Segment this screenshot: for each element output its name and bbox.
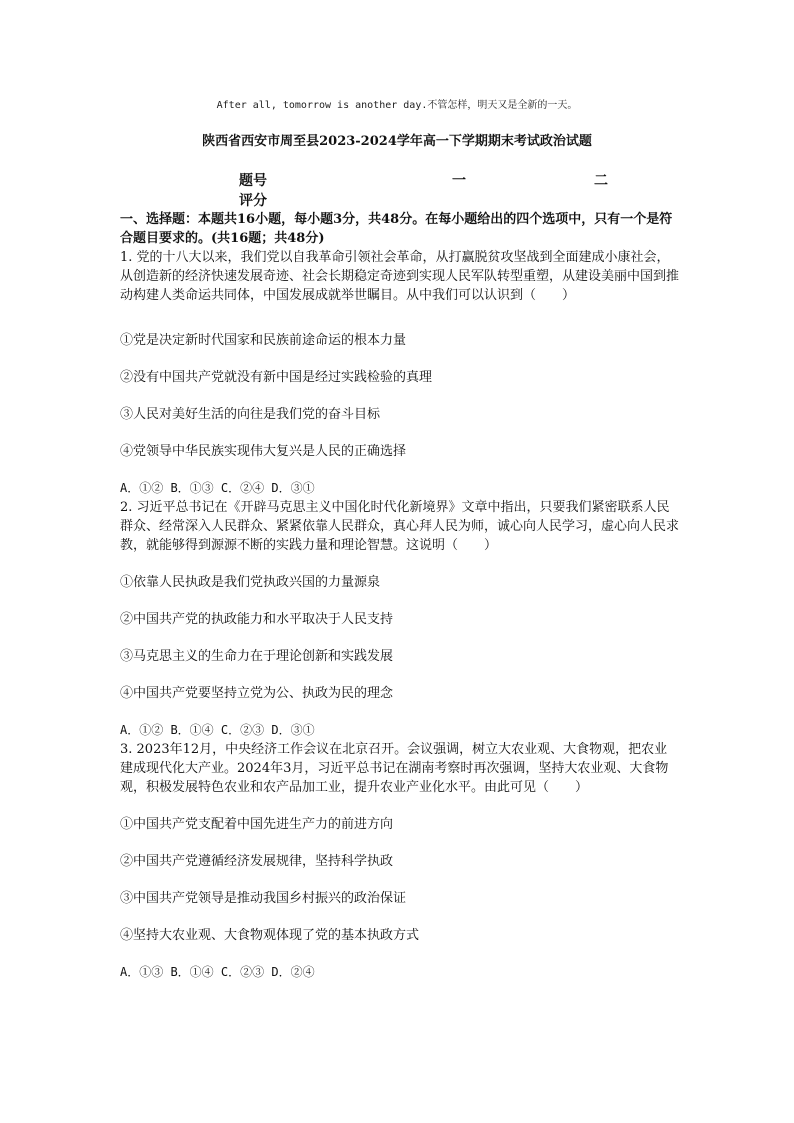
page-title: 陕西省西安市周至县2023-2024学年高一下学期期末考试政治试题 bbox=[202, 134, 592, 149]
answer-choices: A．①② B．①④ C．②③ D．③① bbox=[120, 723, 315, 737]
section-heading: 一、选择题：本题共16小题，每小题3分，共48分。在每小题给出的四个选项中，只有一个是符合题目要求的。(共16题；共48分) bbox=[120, 212, 673, 246]
header-note: After all, tomorrow is another day.不管怎样，明天又是全新的一天。 bbox=[216, 100, 578, 111]
option-item: ②没有中国共产党就没有新中国是经过实践检验的真理 bbox=[120, 370, 433, 385]
answer-choices: A．①② B．①③ C．②④ D．③① bbox=[120, 481, 315, 495]
score-table-row-label-number: 题号 bbox=[239, 173, 267, 189]
option-item: ④坚持大农业观、大食物观体现了党的基本执政方式 bbox=[120, 928, 420, 943]
option-item: ④党领导中华民族实现伟大复兴是人民的正确选择 bbox=[120, 444, 407, 459]
option-item: ④中国共产党要坚持立党为公、执政为民的理念 bbox=[120, 686, 394, 701]
option-item: ②中国共产党遵循经济发展规律，坚持科学执政 bbox=[120, 854, 394, 869]
option-item: ①中国共产党支配着中国先进生产力的前进方向 bbox=[120, 817, 394, 832]
exam-content bbox=[120, 210, 680, 982]
answer-choices: A．①③ B．①④ C．②③ D．②④ bbox=[120, 965, 315, 979]
question-stem: 2. 习近平总书记在《开辟马克思主义中国化时代化新境界》文章中指出，只要我们紧密联系人民群众、经常深入人民群众、紧紧依靠人民群众，真心拜人民为师，诚心向人民学习，虚心向人民求教，就能够得到源源不断的实践力量和理论智慧。这说明（ ） bbox=[120, 500, 680, 553]
question-stem: 1. 党的十八大以来，我们党以自我革命引领社会革命，从打赢脱贫攻坚战到全面建成小康社会，从创造新的经济快速发展奇迹、社会长期稳定奇迹到实现人民军队转型重塑，从建设美丽中国到推动构建人类命运共同体，中国发展成就举世瞩目。从中我们可以认识到（ ） bbox=[120, 250, 680, 303]
question-stem: 3. 2023年12月，中央经济工作会议在北京召开。会议强调，树立大农业观、大食物观，把农业建成现代化大产业。2024年3月，习近平总书记在湖南考察时再次强调，坚持大农业观、大食物观，积极发展特色农业和农产品加工业，提升农业产业化水平。由此可见（ ） bbox=[120, 742, 669, 795]
option-item: ①依靠人民执政是我们党执政兴国的力量源泉 bbox=[120, 575, 381, 590]
score-table-col-2: 二 bbox=[594, 173, 608, 189]
question-2 bbox=[120, 498, 680, 740]
question-3 bbox=[120, 740, 680, 982]
option-item: ③人民对美好生活的向往是我们党的奋斗目标 bbox=[120, 407, 381, 422]
option-item: ③马克思主义的生命力在于理论创新和实践发展 bbox=[120, 649, 394, 664]
score-table-col-1: 一 bbox=[452, 173, 466, 189]
score-table-row-label-score: 评分 bbox=[239, 193, 267, 209]
option-item: ②中国共产党的执政能力和水平取决于人民支持 bbox=[120, 612, 394, 627]
question-1 bbox=[120, 248, 680, 498]
option-item: ③中国共产党领导是推动我国乡村振兴的政治保证 bbox=[120, 891, 407, 906]
option-item: ①党是决定新时代国家和民族前途命运的根本力量 bbox=[120, 333, 407, 348]
